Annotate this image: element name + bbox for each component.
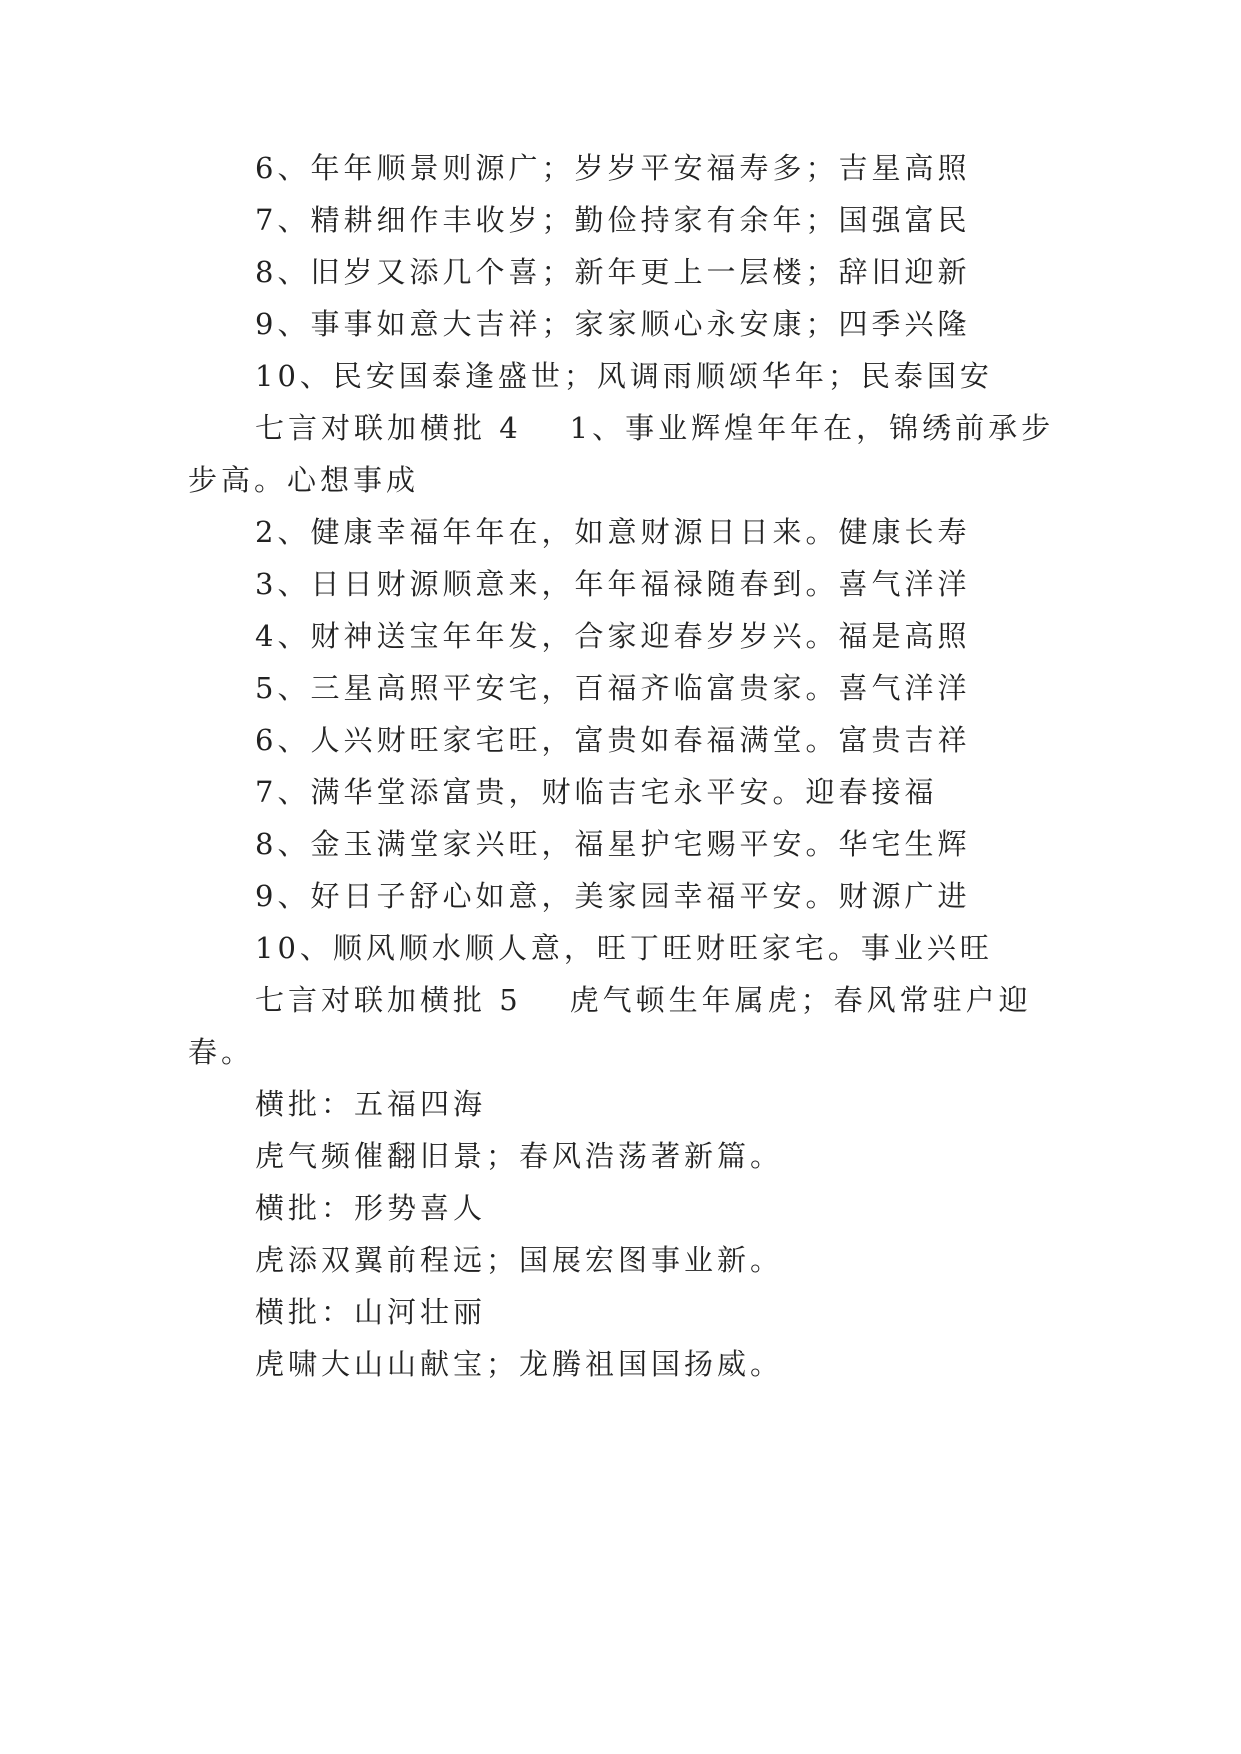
hengpi-line: 横批：山河壮丽 — [255, 1295, 487, 1329]
couplet-line: 10、顺风顺水顺人意，旺丁旺财旺家宅。事业兴旺 — [255, 931, 993, 965]
couplet-line: 8、金玉满堂家兴旺，福星护宅赐平安。华宅生辉 — [255, 827, 971, 861]
couplet-line: 5、三星高照平安宅，百福齐临富贵家。喜气洋洋 — [255, 671, 971, 705]
couplet-line: 3、日日财源顺意来，年年福禄随春到。喜气洋洋 — [255, 567, 971, 601]
couplet-line-continuation: 春。 — [188, 1035, 255, 1069]
couplet-line: 8、旧岁又添几个喜；新年更上一层楼；辞旧迎新 — [255, 255, 971, 289]
couplet-line: 虎气频催翻旧景；春风浩荡著新篇。 — [255, 1139, 784, 1173]
couplet-line-continuation: 步高。心想事成 — [188, 463, 420, 497]
couplet-line: 6、年年顺景则源广；岁岁平安福寿多；吉星高照 — [255, 151, 971, 185]
hengpi-line: 横批：形势喜人 — [255, 1191, 487, 1225]
couplet-line: 10、民安国泰逢盛世；风调雨顺颂华年；民泰国安 — [255, 359, 993, 393]
couplet-line: 4、财神送宝年年发，合家迎春岁岁兴。福是高照 — [255, 619, 971, 653]
couplet-line: 1、事业辉煌年年在，锦绣前承步 — [569, 411, 1055, 445]
couplet-line: 9、好日子舒心如意，美家园幸福平安。财源广进 — [255, 879, 971, 913]
couplet-line: 虎啸大山山献宝；龙腾祖国国扬威。 — [255, 1347, 784, 1381]
section-5-line — [255, 982, 1032, 1018]
couplet-line: 7、满华堂添富贵，财临吉宅永平安。迎春接福 — [255, 775, 938, 809]
couplet-line: 6、人兴财旺家宅旺，富贵如春福满堂。富贵吉祥 — [255, 723, 971, 757]
couplet-line: 2、健康幸福年年在，如意财源日日来。健康长寿 — [255, 515, 971, 549]
couplet-line: 虎添双翼前程远；国展宏图事业新。 — [255, 1243, 784, 1277]
couplet-line: 虎气顿生年属虎；春风常驻户迎 — [569, 983, 1032, 1017]
section-4-heading: 七言对联加横批 4 — [255, 411, 522, 445]
couplet-line: 7、精耕细作丰收岁；勤俭持家有余年；国强富民 — [255, 203, 971, 237]
couplet-line: 9、事事如意大吉祥；家家顺心永安康；四季兴隆 — [255, 307, 971, 341]
hengpi-line: 横批：五福四海 — [255, 1087, 487, 1121]
section-5-heading: 七言对联加横批 5 — [255, 983, 522, 1017]
section-4-line — [255, 410, 1054, 446]
